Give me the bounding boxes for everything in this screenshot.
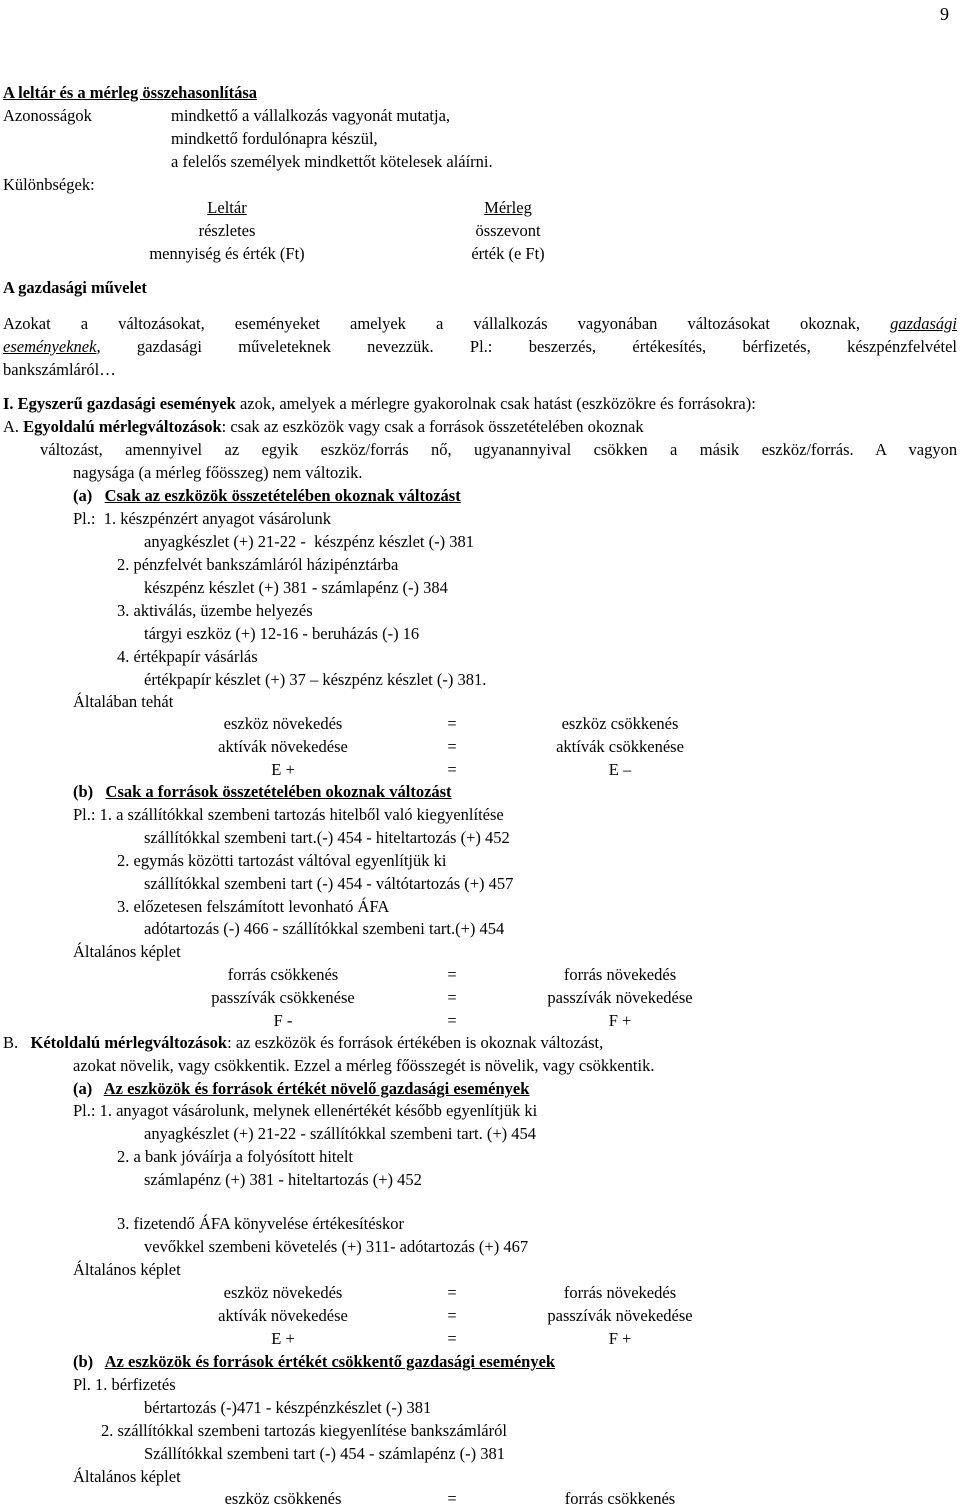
a-formula-left-3: E + <box>271 760 295 779</box>
a-entry-2: készpénz készlet (+) 381 - számlapénz (-) 384 <box>144 578 448 597</box>
ba-formula-right-1: forrás növekedés <box>563 1283 677 1302</box>
azonossag-line-1: mindkettő a vállalkozás vagyonát mutatja, <box>171 106 451 125</box>
ba-formula-right-3: F + <box>608 1329 632 1348</box>
a-example-3: 3. aktiválás, üzembe helyezés <box>117 601 313 620</box>
b-entry-2: szállítókkal szembeni tart (-) 454 - váltótartozás (+) 457 <box>144 874 514 893</box>
a-example-4: 4. értékpapír vásárlás <box>117 647 258 666</box>
ba-formula-left-1: eszköz növekedés <box>223 1283 343 1302</box>
a-formula-eq-3: = <box>447 760 457 779</box>
b-formula-right-3: F + <box>608 1011 632 1030</box>
b-sub-heading: (b) Csak a források összetételében okoznak változást <box>73 782 452 801</box>
ba-sub-heading: (a) Az eszközök és források értékét növelő gazdasági események <box>73 1079 530 1098</box>
a-formula-right-2: aktívák csökkenése <box>556 737 684 756</box>
merleg-unit: érték (e Ft) <box>471 244 545 263</box>
page-number: 9 <box>940 4 949 24</box>
a-example-1: Pl.: 1. készpénzért anyagot vásárolunk <box>73 509 331 528</box>
section-i: I. Egyszerű gazdasági események azok, amelyek a mérlegre gyakorolnak csak hatást (eszközökre és forrásokra): <box>3 394 756 413</box>
b-formula-left-3: F - <box>273 1011 293 1030</box>
azonossag-line-3: a felelős személyek mindkettőt kötelesek aláírni. <box>171 152 493 171</box>
section-a-line-3: nagysága (a mérleg főösszeg) nem változik. <box>73 463 363 482</box>
leltar-unit: mennyiség és érték (Ft) <box>149 244 305 263</box>
definition-line-3: bankszámláról… <box>3 360 116 379</box>
merleg-detail: összevont <box>475 221 541 240</box>
merleg-heading: Mérleg <box>484 198 532 217</box>
section-b-line-1: B. Kétoldalú mérlegváltozások: az eszközök és források értékében is okoznak változást, <box>3 1033 604 1052</box>
kulonbsegek-label: Különbségek: <box>3 175 95 194</box>
bb-general-label: Általános képlet <box>73 1467 181 1486</box>
ba-formula-right-2: passzívák növekedése <box>547 1306 693 1325</box>
ba-example-3: 3. fizetendő ÁFA könyvelése értékesítéskor <box>117 1214 404 1233</box>
a-entry-1: anyagkészlet (+) 21-22 - készpénz készlet (-) 381 <box>144 532 474 551</box>
b-formula-right-1: forrás növekedés <box>563 965 677 984</box>
b-example-3: 3. előzetesen felszámított levonható ÁFA <box>117 897 390 916</box>
a-example-2: 2. pénzfelvét bankszámláról házipénztárba <box>117 555 399 574</box>
b-formula-eq-2: = <box>447 988 457 1007</box>
section-b-line-2: azokat növelik, vagy csökkentik. Ezzel a mérleg főösszegét is növelik, vagy csökkentik. <box>73 1056 655 1075</box>
azonossagok-label: Azonosságok <box>3 106 92 125</box>
term-gazdasagi: gazdasági <box>890 314 958 333</box>
a-formula-left-1: eszköz növekedés <box>223 714 343 733</box>
b-example-1: Pl.: 1. a szállítókkal szembeni tartozás hitelből való kiegyenlítése <box>73 805 504 824</box>
b-general-label: Általános képlet <box>73 942 181 961</box>
leltar-heading: Leltár <box>207 198 247 217</box>
bb-formula-eq-1: = <box>447 1489 457 1508</box>
ba-entry-1: anyagkészlet (+) 21-22 - szállítókkal szembeni tart. (+) 454 <box>144 1124 537 1143</box>
azonossag-line-2: mindkettő fordulónapra készül, <box>171 129 378 148</box>
a-formula-eq-1: = <box>447 714 457 733</box>
ba-general-label: Általános képlet <box>73 1260 181 1279</box>
a-formula-left-2: aktívák növekedése <box>218 737 348 756</box>
ba-formula-left-3: E + <box>271 1329 295 1348</box>
section-title: A leltár és a mérleg összehasonlítása <box>3 83 258 102</box>
bb-formula-right-1: forrás csökkenés <box>564 1489 676 1508</box>
bb-entry-2: Szállítókkal szembeni tart (-) 454 - számlapénz (-) 381 <box>144 1444 506 1463</box>
ba-example-2: 2. a bank jóváírja a folyósított hitelt <box>117 1147 353 1166</box>
bb-example-1: Pl. 1. bérfizetés <box>73 1375 176 1394</box>
b-formula-left-1: forrás csökkenés <box>227 965 339 984</box>
leltar-detail: részletes <box>198 221 256 240</box>
ba-formula-eq-2: = <box>447 1306 457 1325</box>
ba-entry-2: számlapénz (+) 381 - hiteltartozás (+) 452 <box>144 1170 422 1189</box>
ba-formula-eq-1: = <box>447 1283 457 1302</box>
term-esemenyeknek: eseményeknek <box>3 337 97 356</box>
b-formula-left-2: passzívák csökkenése <box>211 988 355 1007</box>
definition-line-1: Azokat a változásokat, eseményeket amelyek a vállalkozás vagyonában változásokat okoznak, gazdasági <box>3 314 958 333</box>
definition-line-2: eseményeknek, gazdasági műveleteknek nevezzük. Pl.: beszerzés, értékesítés, bérfizetés, készpénzfelvétel <box>3 337 957 356</box>
bb-sub-heading: (b) Az eszközök és források értékét csökkentő gazdasági események <box>73 1352 556 1371</box>
section-a-line-2: változást, amennyivel az egyik eszköz/forrás nő, ugyanannyival csökken a másik eszköz/forrás. A vagyon <box>40 440 958 459</box>
a-formula-eq-2: = <box>447 737 457 756</box>
a-entry-4: értékpapír készlet (+) 37 – készpénz készlet (-) 381. <box>144 670 487 689</box>
bb-entry-1: bértartozás (-)471 - készpénzkészlet (-) 381 <box>144 1398 432 1417</box>
ba-entry-3: vevőkkel szembeni követelés (+) 311- adótartozás (+) 467 <box>144 1237 529 1256</box>
ba-formula-eq-3: = <box>447 1329 457 1348</box>
b-entry-3: adótartozás (-) 466 - szállítókkal szembeni tart.(+) 454 <box>144 919 505 938</box>
a-formula-right-3: E – <box>608 760 632 779</box>
section-a-line-1: A. Egyoldalú mérlegváltozások: csak az eszközök vagy csak a források összetételében okoznak <box>3 417 644 436</box>
b-entry-1: szállítókkal szembeni tart.(-) 454 - hiteltartozás (+) 452 <box>144 828 510 847</box>
gazdasagi-muvelet-heading: A gazdasági művelet <box>3 278 147 297</box>
b-formula-eq-1: = <box>447 965 457 984</box>
b-formula-right-2: passzívák növekedése <box>547 988 693 1007</box>
a-entry-3: tárgyi eszköz (+) 12-16 - beruházás (-) 16 <box>144 624 420 643</box>
ba-example-1: Pl.: 1. anyagot vásárolunk, melynek ellenértékét később egyenlítjük ki <box>73 1101 538 1120</box>
b-example-2: 2. egymás közötti tartozást váltóval egyenlítjük ki <box>117 851 447 870</box>
b-formula-eq-3: = <box>447 1011 457 1030</box>
a-sub-heading: (a) Csak az eszközök összetételében okoznak változást <box>73 486 461 505</box>
ba-formula-left-2: aktívák növekedése <box>218 1306 348 1325</box>
bb-example-2: 2. szállítókkal szembeni tartozás kiegyenlítése bankszámláról <box>101 1421 507 1440</box>
bb-formula-left-1: eszköz csökkenés <box>224 1489 342 1508</box>
a-formula-right-1: eszköz csökkenés <box>561 714 679 733</box>
a-general-label: Általában tehát <box>73 692 174 711</box>
